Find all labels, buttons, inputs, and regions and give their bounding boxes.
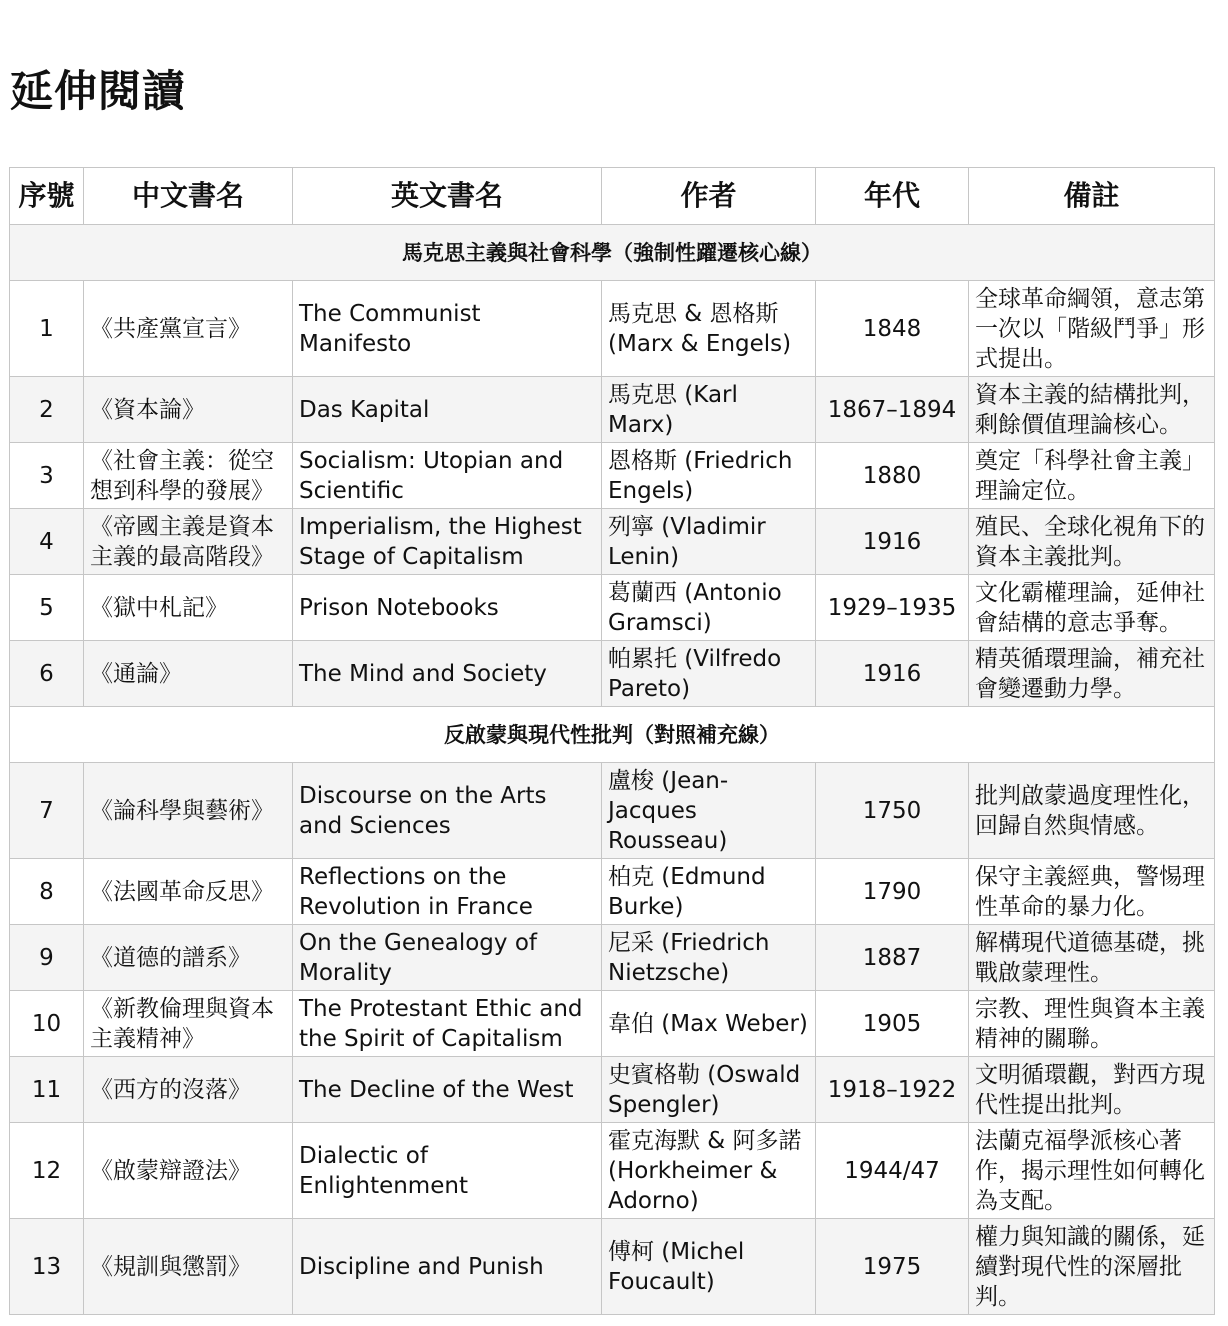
year: 1887 xyxy=(816,925,969,991)
table-row xyxy=(10,641,1215,707)
table-row xyxy=(10,1057,1215,1123)
table-row xyxy=(10,443,1215,509)
section-title: 反啟蒙與現代性批判（對照補充線） xyxy=(10,707,1215,763)
author: 盧梭 (Jean-Jacques Rousseau) xyxy=(602,763,816,859)
english-title: Dialectic of Enlightenment xyxy=(293,1123,602,1219)
author: 帕累托 (Vilfredo Pareto) xyxy=(602,641,816,707)
author: 葛蘭西 (Antonio Gramsci) xyxy=(602,575,816,641)
table-row xyxy=(10,377,1215,443)
reading-list-table xyxy=(9,167,1215,1315)
note: 文明循環觀，對西方現代性提出批判。 xyxy=(969,1057,1215,1123)
note: 保守主義經典，警惕理性革命的暴力化。 xyxy=(969,859,1215,925)
row-number: 4 xyxy=(10,509,84,575)
english-title: Socialism: Utopian and Scientific xyxy=(293,443,602,509)
author: 霍克海默 & 阿多諾 (Horkheimer & Adorno) xyxy=(602,1123,816,1219)
chinese-title: 《啟蒙辯證法》 xyxy=(84,1123,293,1219)
note: 文化霸權理論，延伸社會結構的意志爭奪。 xyxy=(969,575,1215,641)
author: 柏克 (Edmund Burke) xyxy=(602,859,816,925)
year: 1790 xyxy=(816,859,969,925)
header-author: 作者 xyxy=(602,168,816,225)
english-title: Das Kapital xyxy=(293,377,602,443)
header-note: 備註 xyxy=(969,168,1215,225)
header-year: 年代 xyxy=(816,168,969,225)
english-title: The Mind and Society xyxy=(293,641,602,707)
english-title: Discipline and Punish xyxy=(293,1219,602,1315)
note: 權力與知識的關係，延續對現代性的深層批判。 xyxy=(969,1219,1215,1315)
year: 1916 xyxy=(816,509,969,575)
year: 1944/47 xyxy=(816,1123,969,1219)
note: 法蘭克福學派核心著作，揭示理性如何轉化為支配。 xyxy=(969,1123,1215,1219)
note: 宗教、理性與資本主義精神的關聯。 xyxy=(969,991,1215,1057)
english-title: The Protestant Ethic and the Spirit of Capitalism xyxy=(293,991,602,1057)
chinese-title: 《道德的譜系》 xyxy=(84,925,293,991)
row-number: 13 xyxy=(10,1219,84,1315)
row-number: 6 xyxy=(10,641,84,707)
author: 史賓格勒 (Oswald Spengler) xyxy=(602,1057,816,1123)
row-number: 7 xyxy=(10,763,84,859)
author: 馬克思 & 恩格斯 (Marx & Engels) xyxy=(602,281,816,377)
row-number: 2 xyxy=(10,377,84,443)
year: 1918–1922 xyxy=(816,1057,969,1123)
english-title: Imperialism, the Highest Stage of Capitalism xyxy=(293,509,602,575)
page-title: 延伸閱讀 xyxy=(10,67,186,117)
row-number: 8 xyxy=(10,859,84,925)
row-number: 11 xyxy=(10,1057,84,1123)
row-number: 5 xyxy=(10,575,84,641)
english-title: On the Genealogy of Morality xyxy=(293,925,602,991)
chinese-title: 《新教倫理與資本主義精神》 xyxy=(84,991,293,1057)
row-number: 3 xyxy=(10,443,84,509)
table-row xyxy=(10,925,1215,991)
year: 1916 xyxy=(816,641,969,707)
year: 1867–1894 xyxy=(816,377,969,443)
author: 恩格斯 (Friedrich Engels) xyxy=(602,443,816,509)
chinese-title: 《社會主義：從空想到科學的發展》 xyxy=(84,443,293,509)
english-title: The Communist Manifesto xyxy=(293,281,602,377)
table-row xyxy=(10,763,1215,859)
table-row xyxy=(10,991,1215,1057)
row-number: 10 xyxy=(10,991,84,1057)
author: 馬克思 (Karl Marx) xyxy=(602,377,816,443)
year: 1905 xyxy=(816,991,969,1057)
header-row xyxy=(10,168,1215,225)
author: 韋伯 (Max Weber) xyxy=(602,991,816,1057)
chinese-title: 《帝國主義是資本主義的最高階段》 xyxy=(84,509,293,575)
chinese-title: 《資本論》 xyxy=(84,377,293,443)
row-number: 12 xyxy=(10,1123,84,1219)
row-number: 9 xyxy=(10,925,84,991)
table-row xyxy=(10,859,1215,925)
year: 1929–1935 xyxy=(816,575,969,641)
table-row xyxy=(10,575,1215,641)
note: 殖民、全球化視角下的資本主義批判。 xyxy=(969,509,1215,575)
table-row xyxy=(10,509,1215,575)
note: 奠定「科學社會主義」理論定位。 xyxy=(969,443,1215,509)
chinese-title: 《共產黨宣言》 xyxy=(84,281,293,377)
section-title: 馬克思主義與社會科學（強制性躍遷核心線） xyxy=(10,225,1215,281)
note: 全球革命綱領，意志第一次以「階級鬥爭」形式提出。 xyxy=(969,281,1215,377)
section-row xyxy=(10,707,1215,763)
author: 傅柯 (Michel Foucault) xyxy=(602,1219,816,1315)
note: 資本主義的結構批判，剩餘價值理論核心。 xyxy=(969,377,1215,443)
table-row xyxy=(10,1219,1215,1315)
year: 1750 xyxy=(816,763,969,859)
chinese-title: 《規訓與懲罰》 xyxy=(84,1219,293,1315)
chinese-title: 《論科學與藝術》 xyxy=(84,763,293,859)
section-row xyxy=(10,225,1215,281)
table-row xyxy=(10,1123,1215,1219)
chinese-title: 《通論》 xyxy=(84,641,293,707)
table-row xyxy=(10,281,1215,377)
author: 列寧 (Vladimir Lenin) xyxy=(602,509,816,575)
english-title: The Decline of the West xyxy=(293,1057,602,1123)
author: 尼采 (Friedrich Nietzsche) xyxy=(602,925,816,991)
note: 精英循環理論，補充社會變遷動力學。 xyxy=(969,641,1215,707)
chinese-title: 《獄中札記》 xyxy=(84,575,293,641)
row-number: 1 xyxy=(10,281,84,377)
english-title: Reflections on the Revolution in France xyxy=(293,859,602,925)
note: 解構現代道德基礎，挑戰啟蒙理性。 xyxy=(969,925,1215,991)
chinese-title: 《西方的沒落》 xyxy=(84,1057,293,1123)
year: 1848 xyxy=(816,281,969,377)
english-title: Prison Notebooks xyxy=(293,575,602,641)
english-title: Discourse on the Arts and Sciences xyxy=(293,763,602,859)
chinese-title: 《法國革命反思》 xyxy=(84,859,293,925)
year: 1975 xyxy=(816,1219,969,1315)
header-chinese-title: 中文書名 xyxy=(84,168,293,225)
header-number: 序號 xyxy=(10,168,84,225)
year: 1880 xyxy=(816,443,969,509)
note: 批判啟蒙過度理性化，回歸自然與情感。 xyxy=(969,763,1215,859)
header-english-title: 英文書名 xyxy=(293,168,602,225)
